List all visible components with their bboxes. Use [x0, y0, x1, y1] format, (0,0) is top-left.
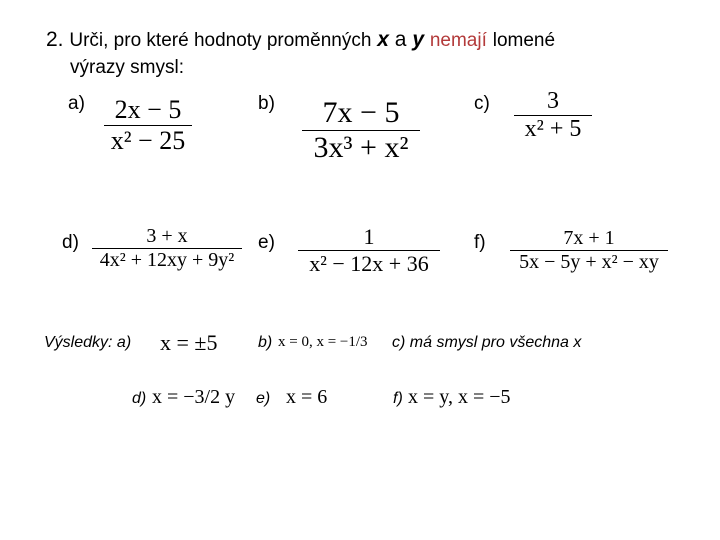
fraction-f-numerator: 7x + 1: [563, 227, 615, 249]
task-suffix: lomené: [492, 30, 556, 51]
fraction-e-numerator: 1: [363, 224, 375, 249]
fraction-f-denominator: 5x − 5y + x² − xy: [519, 251, 659, 273]
result-b: x = 0, x = −1/3: [278, 334, 368, 350]
fraction-c: [514, 88, 592, 143]
task-number: 2.: [46, 28, 64, 51]
fraction-c-numerator: 3: [547, 88, 559, 114]
result-b-label: b): [258, 334, 273, 351]
result-a: x = ±5: [160, 330, 218, 355]
task-conj: a: [394, 28, 407, 51]
fraction-a-denominator: x² − 25: [110, 126, 186, 155]
fraction-b-numerator: 7x − 5: [322, 96, 400, 129]
label-c: c): [474, 93, 490, 114]
task-title-line2: výrazy smysl:: [70, 57, 184, 78]
result-d: x = −3/2 y: [152, 386, 236, 408]
fraction-a: [104, 95, 192, 156]
fraction-b: [302, 96, 420, 165]
task-negation: nemají: [429, 30, 487, 51]
var-x: x: [377, 28, 389, 51]
label-e: e): [258, 232, 275, 253]
task-title: [46, 26, 555, 55]
task-text: Urči, pro které hodnoty proměnných: [69, 30, 372, 51]
fraction-f: [510, 227, 668, 274]
label-b: b): [258, 93, 275, 114]
fraction-d-numerator: 3 + x: [146, 225, 188, 247]
result-c: c) má smysl pro všechna x: [392, 334, 582, 351]
label-f: f): [474, 232, 486, 253]
label-a: a): [68, 93, 85, 114]
result-f: x = y, x = −5: [408, 386, 511, 408]
result-e: x = 6: [286, 386, 328, 408]
fraction-d: [92, 225, 242, 272]
fraction-e-denominator: x² − 12x + 36: [309, 251, 429, 276]
result-d-label: d): [132, 390, 147, 407]
label-d: d): [62, 232, 79, 253]
fraction-d-denominator: 4x² + 12xy + 9y²: [99, 249, 235, 271]
result-e-label: e): [256, 390, 271, 407]
fraction-e: [298, 224, 440, 277]
var-y: y: [412, 28, 424, 51]
fraction-c-denominator: x² + 5: [524, 116, 582, 142]
results-heading: Výsledky: a): [44, 334, 132, 351]
result-f-label: f): [393, 390, 403, 407]
fraction-b-denominator: 3x³ + x²: [313, 131, 409, 164]
fraction-a-numerator: 2x − 5: [114, 95, 182, 124]
